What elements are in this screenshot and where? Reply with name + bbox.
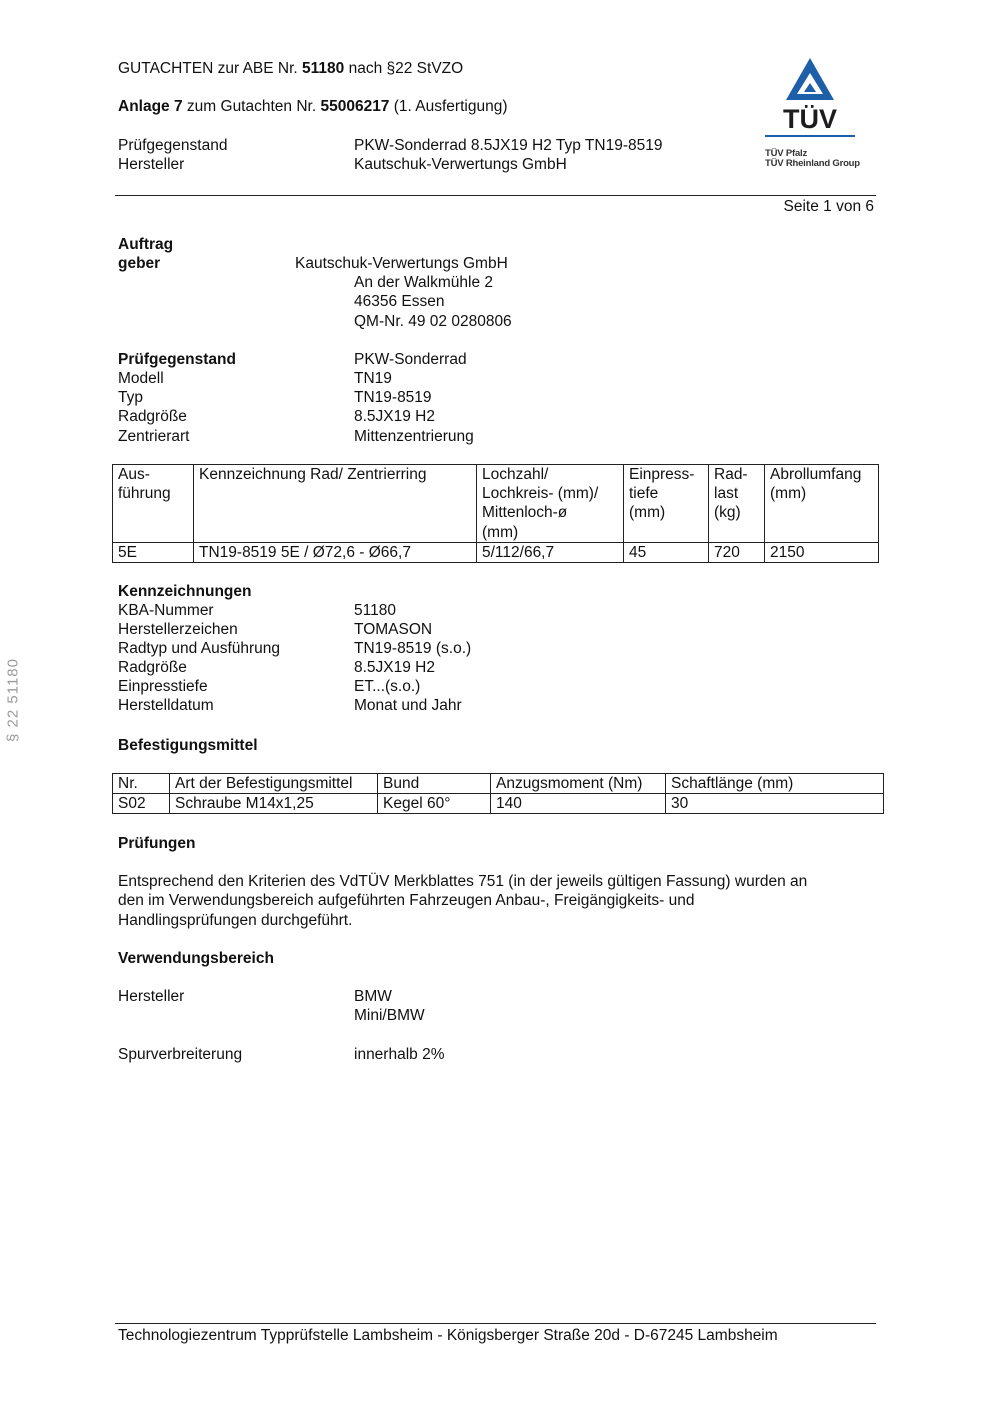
bef-th-art: Art der Befestigungsmittel [170,774,378,794]
bef-th-anzugsmoment: Anzugsmoment (Nm) [491,774,666,794]
tuev-logo-sub2: TÜV Rheinland Group [765,158,860,169]
header-pruefgegenstand-value: PKW-Sonderrad 8.5JX19 H2 Typ TN19-8519 [354,137,663,154]
footer-address: Technologiezentrum Typprüfstelle Lambsheim - Königsberger Straße 20d - D-67245 Lambsheim [118,1327,778,1344]
verwendung-hersteller-label: Hersteller [118,988,185,1005]
tuev-logo-subtitle [765,149,860,169]
auftraggeber-company: Kautschuk-Verwertungs GmbH [295,255,508,272]
pg-value-3: 8.5JX19 H2 [354,408,435,425]
bef-td-art: Schraube M14x1,25 [170,794,378,814]
abe-reference [118,59,463,78]
pg-label-2: Typ [118,389,143,406]
befestigung-title-text: Befestigungsmittel [118,737,258,754]
verwendung-hersteller-1: BMW [354,988,392,1005]
footer-divider [115,1323,876,1324]
wheel-td-abrollumfang: 2150 [765,542,879,562]
bef-td-schaftlaenge: 30 [666,794,884,814]
tuev-logo-sub1: TÜV Pfalz [765,148,808,159]
pg-label-4: Zentrierart [118,428,190,445]
kz-value-0: 51180 [354,602,396,619]
abe-prefix: GUTACHTEN zur ABE Nr. [118,60,298,77]
pg-value-0: PKW-Sonderrad [354,351,467,368]
auftraggeber-label-2: geber [118,255,161,273]
kz-label-2: Radtyp und Ausführung [118,640,281,657]
pruefungen-line-3: Handlingsprüfungen durchgeführt. [118,912,353,929]
pruefungen-title [118,834,196,853]
wheel-th-einpresstiefe: Einpress- tiefe (mm) [624,465,709,543]
pruefungen-title-text: Prüfungen [118,835,196,852]
spurverbreiterung-label: Spurverbreiterung [118,1046,243,1063]
auftraggeber-label [118,235,173,273]
kz-label-3: Radgröße [118,659,187,676]
pruefungen-line-2: den im Verwendungsbereich aufgeführten Fahrzeugen Anbau-, Freigängigkeits- und [118,892,695,909]
sidebar-text: § 22 51180 [4,658,22,742]
wheel-td-kennzeichnung: TN19-8519 5E / Ø72,6 - Ø66,7 [194,542,477,562]
pg-value-2: TN19-8519 [354,389,432,406]
wheel-th-kennzeichnung: Kennzeichnung Rad/ Zentrierring [194,465,477,543]
kz-label-4: Einpresstiefe [118,678,208,695]
verwendung-title-text: Verwendungsbereich [118,950,274,967]
header-divider [115,195,876,196]
wheel-th-abrollumfang: Abrollumfang (mm) [765,465,879,543]
header-hersteller-label: Hersteller [118,156,185,173]
wheel-th-lochzahl: Lochzahl/ Lochkreis- (mm)/ Mittenloch-ø (mm) [477,465,624,543]
table-row [113,794,884,814]
wheel-th-radlast: Rad- last (kg) [709,465,765,543]
pruefungen-line-1: Entsprechend den Kriterien des VdTÜV Merkblattes 751 (in der jeweils gültigen Fassung) wurden an [118,873,808,890]
anlage-reference [118,97,507,116]
bef-th-bund: Bund [378,774,491,794]
pg-value-4: Mittenzentrierung [354,428,474,445]
pg-label-1: Modell [118,370,164,387]
pg-title: Prüfgegenstand [118,351,236,368]
anlage-mid: zum Gutachten Nr. [186,98,317,115]
auftraggeber-city: 46356 Essen [354,293,445,310]
wheel-table-header [113,465,879,543]
kennzeichnungen-title-text: Kennzeichnungen [118,583,252,600]
befestigung-table [112,773,884,814]
page-info: Seite 1 von 6 [783,198,874,215]
bef-th-schaftlaenge: Schaftlänge (mm) [666,774,884,794]
kz-value-1: TOMASON [354,621,433,638]
tuev-logo-text: TÜV [783,104,837,134]
header-pruefgegenstand-label: Prüfgegenstand [118,137,228,154]
verwendung-title [118,949,274,968]
kz-label-5: Herstelldatum [118,697,214,714]
wheel-table [112,464,879,563]
wheel-td-lochzahl: 5/112/66,7 [477,542,624,562]
kz-value-5: Monat und Jahr [354,697,462,714]
bef-td-bund: Kegel 60° [378,794,491,814]
wheel-th-ausfuehrung: Aus- führung [113,465,194,543]
abe-suffix: nach §22 StVZO [348,60,464,77]
kz-label-1: Herstellerzeichen [118,621,238,638]
kz-value-3: 8.5JX19 H2 [354,659,435,676]
bef-td-anzugsmoment: 140 [491,794,666,814]
kz-label-0: KBA-Nummer [118,602,214,619]
bef-td-nr: S02 [113,794,170,814]
header-hersteller-value: Kautschuk-Verwertungs GmbH [354,156,567,173]
kennzeichnungen-title [118,582,251,601]
tuev-logo [760,56,860,174]
wheel-td-einpresstiefe: 45 [624,542,709,562]
pg-label-3: Radgröße [118,408,187,425]
auftraggeber-label-1: Auftrag [118,236,174,253]
bef-th-nr: Nr. [113,774,170,794]
table-row [113,542,879,562]
verwendung-hersteller-2: Mini/BMW [354,1007,425,1024]
kz-value-2: TN19-8519 (s.o.) [354,640,472,657]
abe-number: 51180 [302,60,345,77]
befestigung-title [118,736,258,755]
auftraggeber-qm: QM-Nr. 49 02 0280806 [354,313,512,330]
pg-label-0 [118,350,236,369]
spurverbreiterung-value: innerhalb 2% [354,1046,445,1063]
anlage-suffix: (1. Ausfertigung) [393,98,508,115]
pg-value-1: TN19 [354,370,392,387]
auftraggeber-street: An der Walkmühle 2 [354,274,493,291]
befestigung-table-header [113,774,884,794]
tuev-triangle-icon [760,56,860,148]
wheel-td-radlast: 720 [709,542,765,562]
anlage-label: Anlage 7 [118,98,183,115]
kz-value-4: ET...(s.o.) [354,678,421,695]
gutachten-number: 55006217 [320,98,390,115]
wheel-td-ausfuehrung: 5E [113,542,194,562]
